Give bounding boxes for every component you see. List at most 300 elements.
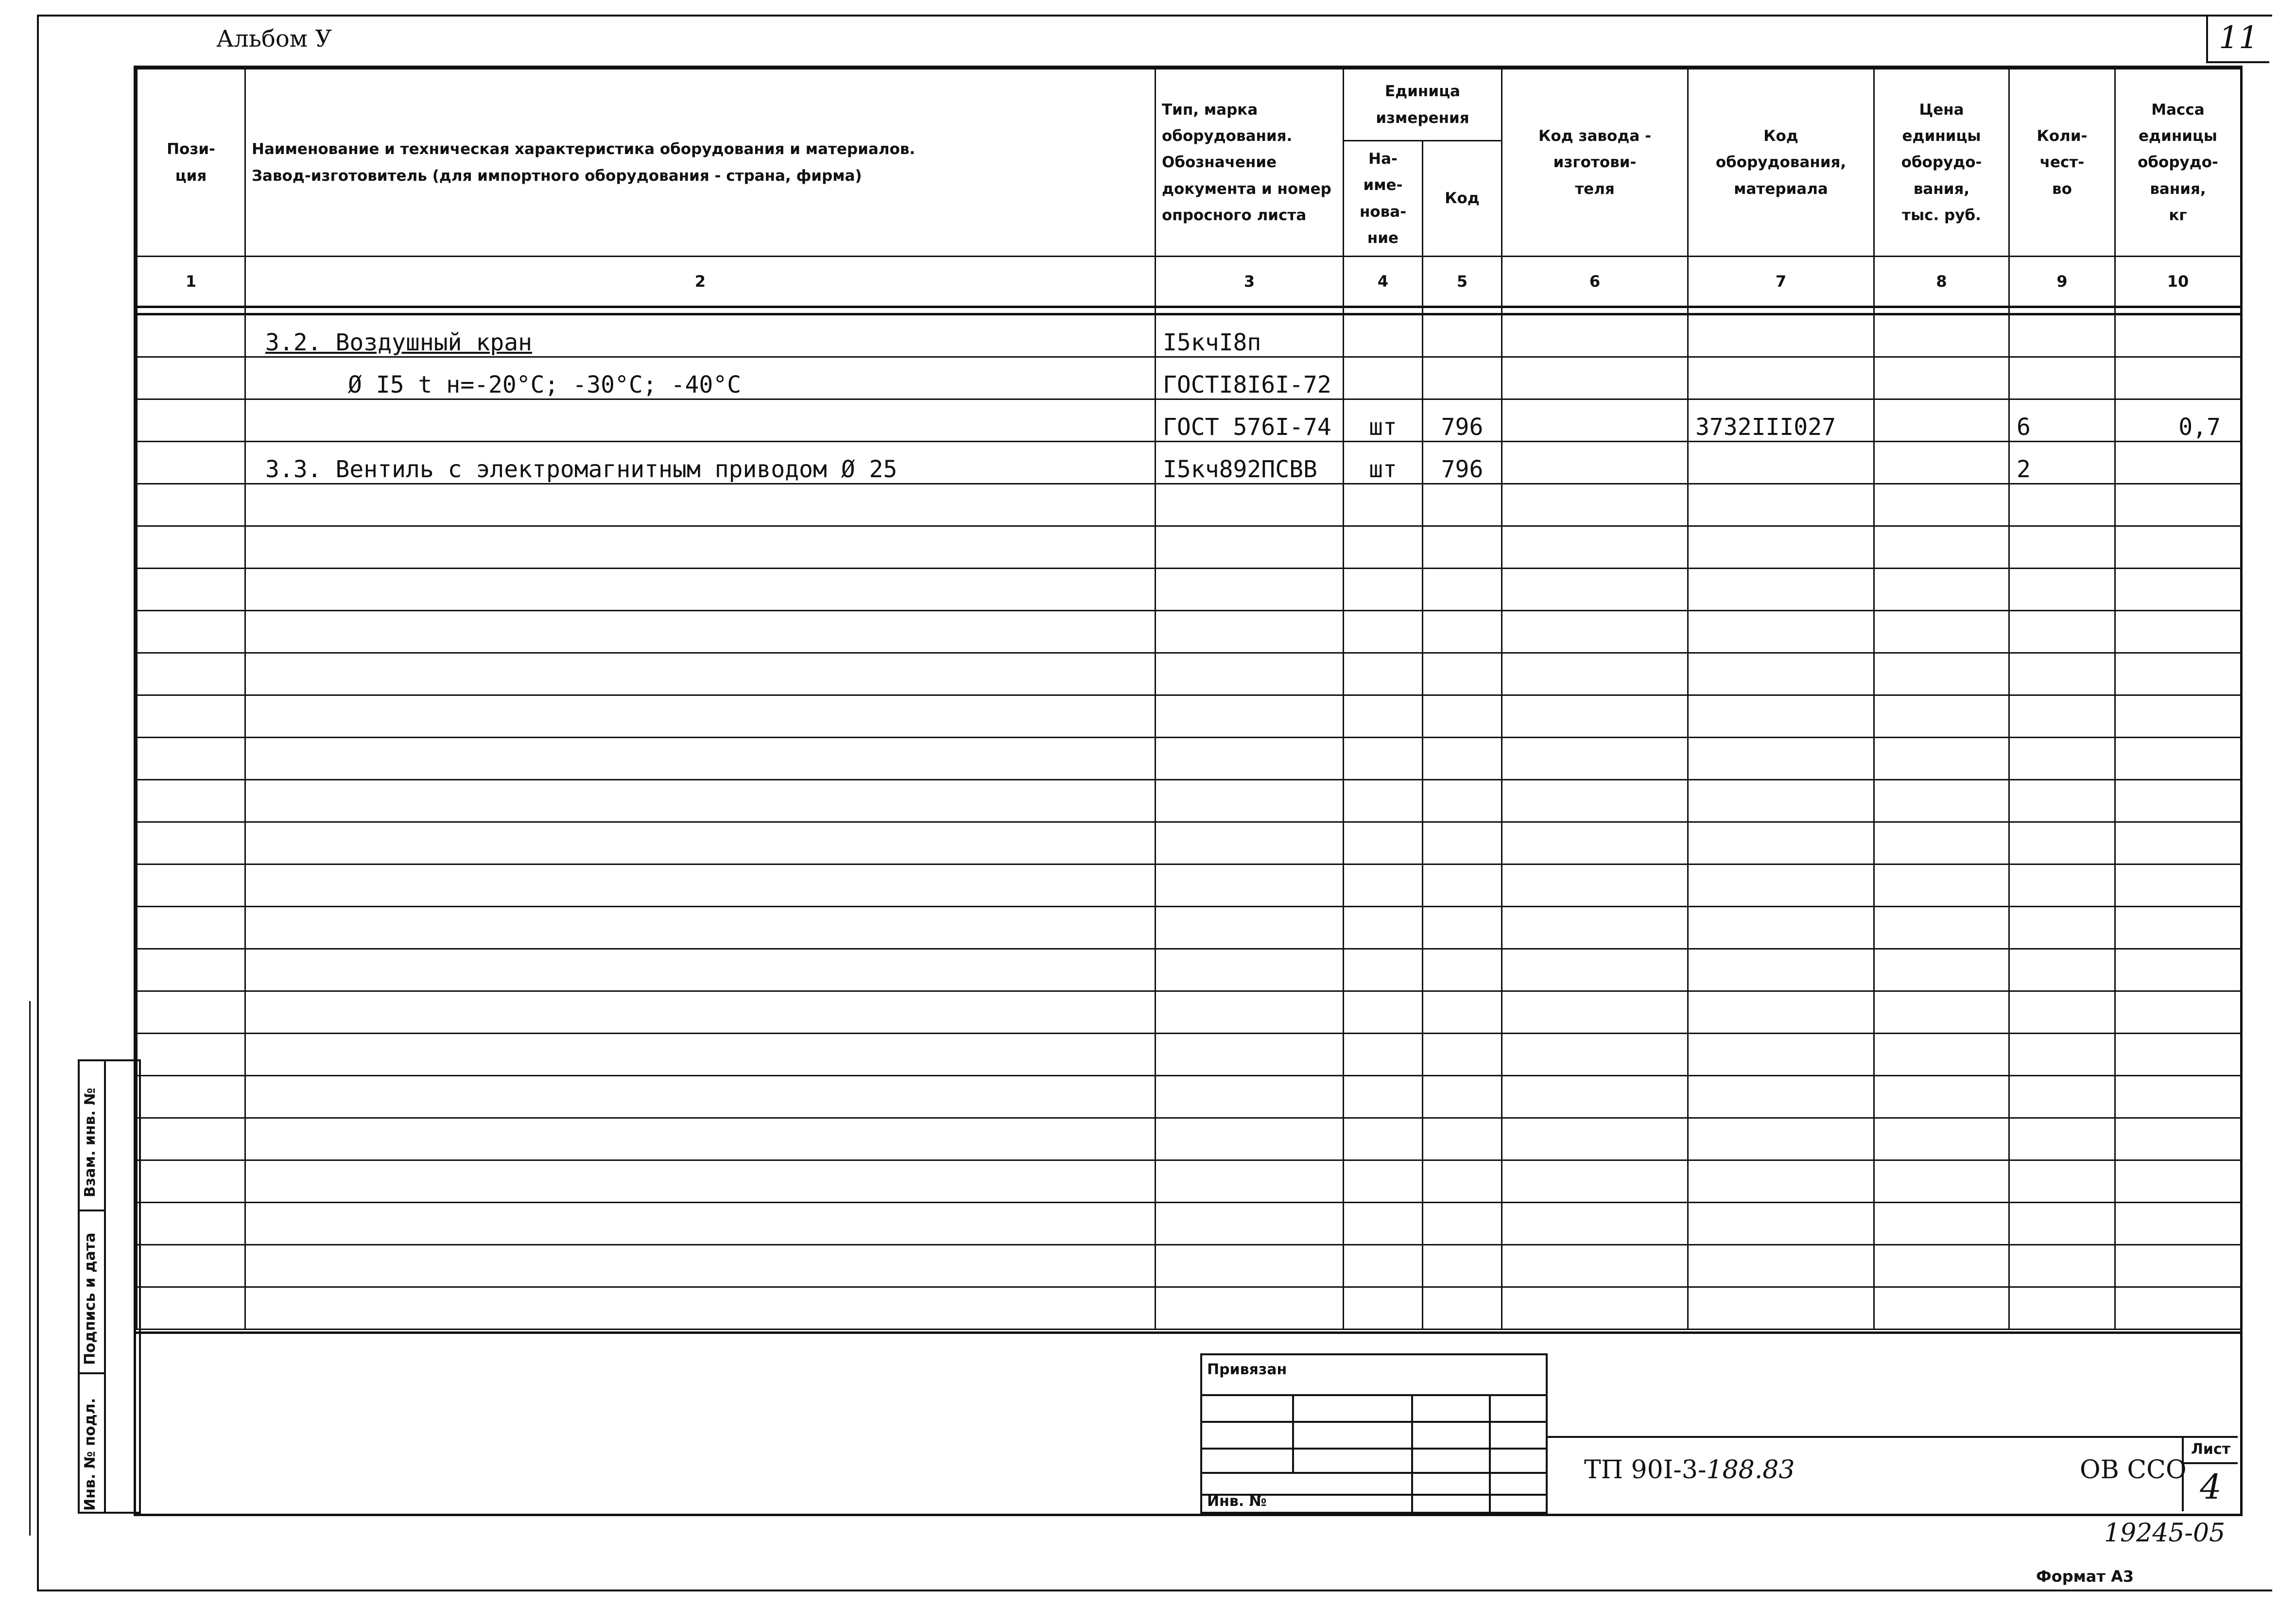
empty-cell xyxy=(2115,611,2241,653)
empty-cell xyxy=(1156,1034,1344,1076)
empty-cell xyxy=(245,569,1156,611)
empty-cell xyxy=(137,569,245,611)
sheet-label: Лист xyxy=(2191,1441,2231,1458)
empty-cell xyxy=(1502,569,1688,611)
empty-cell xyxy=(1502,1160,1688,1203)
empty-cell xyxy=(245,1203,1156,1245)
empty-cell xyxy=(137,1203,245,1245)
empty-cell xyxy=(1156,864,1344,907)
header-name: Наименование и техническая характеристика оборудования и материалов. Завод-изготовитель (для импортного оборудования - страна, фирма) xyxy=(245,69,1156,257)
cell-qty: 2 xyxy=(2009,442,2115,484)
column-number: 9 xyxy=(2009,257,2115,307)
cell-mass xyxy=(2115,442,2241,484)
empty-cell xyxy=(1874,1287,2009,1330)
empty-cell xyxy=(137,1287,245,1330)
empty-cell xyxy=(137,949,245,991)
header-price: Цена единицы оборудо- вания, тыс. руб. xyxy=(1874,69,2009,257)
empty-cell xyxy=(137,653,245,695)
empty-cell xyxy=(2009,1287,2115,1330)
empty-cell xyxy=(245,738,1156,780)
empty-cell xyxy=(2009,780,2115,822)
empty-cell xyxy=(1423,1245,1502,1287)
empty-cell xyxy=(1423,1203,1502,1245)
table-row-empty xyxy=(137,907,2241,949)
empty-cell xyxy=(1502,738,1688,780)
sheet-corner-number: 11 xyxy=(2206,15,2269,63)
empty-cell xyxy=(1423,1118,1502,1160)
empty-cell xyxy=(2115,569,2241,611)
cell-maker xyxy=(1502,399,1688,442)
table-row-empty xyxy=(137,1160,2241,1203)
empty-cell xyxy=(1874,484,2009,526)
empty-cell xyxy=(1688,1118,1874,1160)
album-label: Альбом У xyxy=(216,25,332,52)
side-stamp-cell xyxy=(80,1372,104,1514)
empty-cell xyxy=(1874,991,2009,1034)
empty-cell xyxy=(1156,1160,1344,1203)
table-row xyxy=(137,399,2241,442)
cell-maker xyxy=(1502,314,1688,357)
empty-cell xyxy=(2009,526,2115,569)
empty-cell xyxy=(1688,864,1874,907)
cell-maker xyxy=(1502,442,1688,484)
empty-cell xyxy=(1344,1118,1423,1160)
column-number: 3 xyxy=(1156,257,1344,307)
empty-cell xyxy=(1502,1287,1688,1330)
empty-cell xyxy=(1344,991,1423,1034)
cell-code: 796 xyxy=(1423,442,1502,484)
empty-cell xyxy=(1344,1245,1423,1287)
table-row-empty xyxy=(137,484,2241,526)
empty-cell xyxy=(1423,695,1502,738)
empty-cell xyxy=(2009,949,2115,991)
empty-cell xyxy=(1344,822,1423,864)
empty-cell xyxy=(245,526,1156,569)
empty-cell xyxy=(1688,526,1874,569)
table-row-empty xyxy=(137,1034,2241,1076)
empty-cell xyxy=(1344,1160,1423,1203)
empty-cell xyxy=(1423,1287,1502,1330)
empty-cell xyxy=(137,738,245,780)
empty-cell xyxy=(1156,526,1344,569)
header-maker-code: Код завода - изготови- теля xyxy=(1502,69,1688,257)
empty-cell xyxy=(2009,738,2115,780)
cell-type: I5кчI8п xyxy=(1156,314,1344,357)
cell-equip xyxy=(1688,314,1874,357)
empty-cell xyxy=(1344,738,1423,780)
empty-cell xyxy=(1423,1034,1502,1076)
empty-cell xyxy=(1156,484,1344,526)
empty-cell xyxy=(137,907,245,949)
column-number: 7 xyxy=(1688,257,1874,307)
empty-cell xyxy=(2009,569,2115,611)
cell-unit: шт xyxy=(1344,442,1423,484)
empty-cell xyxy=(1502,949,1688,991)
table-row-empty xyxy=(137,1287,2241,1330)
empty-cell xyxy=(2009,1118,2115,1160)
cell-name xyxy=(245,399,1156,442)
empty-cell xyxy=(245,1287,1156,1330)
empty-cell xyxy=(1156,991,1344,1034)
empty-cell xyxy=(2115,907,2241,949)
empty-cell xyxy=(1502,1203,1688,1245)
empty-cell xyxy=(1874,1203,2009,1245)
table-row-empty xyxy=(137,991,2241,1034)
empty-cell xyxy=(1502,1076,1688,1118)
cell-equip xyxy=(1688,442,1874,484)
empty-cell xyxy=(2009,907,2115,949)
empty-cell xyxy=(1688,1287,1874,1330)
column-number: 4 xyxy=(1344,257,1423,307)
stamp-line xyxy=(1202,1394,1546,1396)
document-mark: ОВ ССО xyxy=(2080,1455,2187,1485)
empty-cell xyxy=(1423,484,1502,526)
empty-cell xyxy=(1156,653,1344,695)
empty-cell xyxy=(2115,695,2241,738)
cell-price xyxy=(1874,314,2009,357)
cell-name: 3.2. Воздушный кран xyxy=(245,314,1156,357)
empty-cell xyxy=(1156,1245,1344,1287)
empty-cell xyxy=(245,822,1156,864)
empty-cell xyxy=(2115,991,2241,1034)
empty-cell xyxy=(245,780,1156,822)
empty-cell xyxy=(245,907,1156,949)
title-block xyxy=(136,1331,2243,1514)
empty-cell xyxy=(245,1245,1156,1287)
empty-cell xyxy=(2115,780,2241,822)
stamp-line xyxy=(1202,1472,1546,1474)
empty-cell xyxy=(245,864,1156,907)
empty-cell xyxy=(1502,991,1688,1034)
empty-cell xyxy=(1688,991,1874,1034)
empty-cell xyxy=(2009,695,2115,738)
empty-cell xyxy=(1344,1034,1423,1076)
column-number: 8 xyxy=(1874,257,2009,307)
empty-cell xyxy=(245,1118,1156,1160)
empty-cell xyxy=(1874,611,2009,653)
empty-cell xyxy=(1423,949,1502,991)
header-equip-code: Код оборудования, материала xyxy=(1688,69,1874,257)
empty-cell xyxy=(1688,569,1874,611)
empty-cell xyxy=(2009,611,2115,653)
empty-cell xyxy=(1423,653,1502,695)
empty-cell xyxy=(2115,822,2241,864)
document-code-typed: ТП 90I-3- xyxy=(1584,1455,1707,1485)
empty-cell xyxy=(2009,1203,2115,1245)
empty-cell xyxy=(2115,1245,2241,1287)
empty-cell xyxy=(137,484,245,526)
cell-qty xyxy=(2009,314,2115,357)
header-type: Тип, марка оборудования. Обозначение документа и номер опросного листа xyxy=(1156,69,1344,257)
empty-cell xyxy=(2009,822,2115,864)
cell-name: 3.3. Вентиль с электромагнитным приводом Ø 25 xyxy=(245,442,1156,484)
table-row xyxy=(137,357,2241,399)
empty-cell xyxy=(1502,780,1688,822)
column-number: 10 xyxy=(2115,257,2241,307)
empty-cell xyxy=(1423,991,1502,1034)
empty-cell xyxy=(1502,907,1688,949)
empty-cell xyxy=(137,1034,245,1076)
cell-unit xyxy=(1344,314,1423,357)
table-row-empty xyxy=(137,695,2241,738)
empty-cell xyxy=(137,1118,245,1160)
empty-cell xyxy=(245,484,1156,526)
empty-cell xyxy=(1344,484,1423,526)
side-field-signature: Подпись и дата xyxy=(82,1232,99,1365)
empty-cell xyxy=(1874,569,2009,611)
empty-cell xyxy=(1423,526,1502,569)
empty-cell xyxy=(2115,1287,2241,1330)
empty-cell xyxy=(1502,611,1688,653)
sheet-number: 4 xyxy=(2200,1467,2222,1507)
side-stamp xyxy=(78,1059,141,1514)
empty-cell xyxy=(1688,1160,1874,1203)
empty-cell xyxy=(1344,569,1423,611)
empty-cell xyxy=(1874,907,2009,949)
empty-cell xyxy=(1344,526,1423,569)
table-row-empty xyxy=(137,1203,2241,1245)
table-row-empty xyxy=(137,780,2241,822)
side-stamp-cell xyxy=(80,1210,104,1374)
side-stamp-cell xyxy=(80,1061,104,1211)
cell-position xyxy=(137,314,245,357)
empty-cell xyxy=(2115,1203,2241,1245)
empty-cell xyxy=(1688,1203,1874,1245)
table-row-empty xyxy=(137,1076,2241,1118)
empty-cell xyxy=(1344,1076,1423,1118)
empty-cell xyxy=(137,822,245,864)
cell-maker xyxy=(1502,357,1688,399)
empty-cell xyxy=(2115,949,2241,991)
cell-mass xyxy=(2115,314,2241,357)
cell-position xyxy=(137,399,245,442)
stamp-line xyxy=(1489,1394,1491,1516)
empty-cell xyxy=(1344,864,1423,907)
empty-cell xyxy=(137,1160,245,1203)
empty-cell xyxy=(1423,822,1502,864)
header-quantity: Коли- чест- во xyxy=(2009,69,2115,257)
empty-cell xyxy=(2009,1160,2115,1203)
empty-cell xyxy=(1344,1287,1423,1330)
empty-cell xyxy=(1874,526,2009,569)
side-stamp-divider xyxy=(104,1061,106,1512)
table-row-empty xyxy=(137,738,2241,780)
empty-cell xyxy=(2009,1245,2115,1287)
cell-name: Ø I5 t н=-20°С; -30°С; -40°С xyxy=(245,357,1156,399)
table-row-empty xyxy=(137,611,2241,653)
specification-table xyxy=(136,68,2242,1330)
stamp-line xyxy=(1202,1421,1546,1423)
cell-code xyxy=(1423,357,1502,399)
title-line xyxy=(1548,1436,2182,1438)
stamp-line xyxy=(1202,1448,1546,1450)
column-number: 1 xyxy=(137,257,245,307)
table-row-empty xyxy=(137,1118,2241,1160)
empty-cell xyxy=(1502,864,1688,907)
document-code xyxy=(1584,1455,1795,1485)
cell-equip: 3732III027 xyxy=(1688,399,1874,442)
table-row-empty xyxy=(137,864,2241,907)
empty-cell xyxy=(1874,1160,2009,1203)
empty-cell xyxy=(245,1076,1156,1118)
empty-cell xyxy=(1423,780,1502,822)
column-number: 2 xyxy=(245,257,1156,307)
empty-cell xyxy=(1423,1076,1502,1118)
table-row-empty xyxy=(137,526,2241,569)
side-field-original-inventory: Инв. № подл. xyxy=(82,1398,99,1511)
empty-cell xyxy=(1502,653,1688,695)
cell-mass: 0,7 xyxy=(2115,399,2241,442)
empty-cell xyxy=(245,949,1156,991)
empty-cell xyxy=(1688,738,1874,780)
empty-cell xyxy=(1688,484,1874,526)
empty-cell xyxy=(1423,864,1502,907)
table-row-empty xyxy=(137,822,2241,864)
empty-cell xyxy=(137,695,245,738)
empty-cell xyxy=(1502,1034,1688,1076)
cell-qty xyxy=(2009,357,2115,399)
empty-cell xyxy=(1874,1034,2009,1076)
empty-cell xyxy=(1688,949,1874,991)
cell-type: ГОСТI8I6I-72 xyxy=(1156,357,1344,399)
empty-cell xyxy=(1688,695,1874,738)
empty-cell xyxy=(1688,653,1874,695)
empty-cell xyxy=(1874,695,2009,738)
empty-cell xyxy=(1156,695,1344,738)
table-row-empty xyxy=(137,1245,2241,1287)
empty-cell xyxy=(2115,484,2241,526)
empty-cell xyxy=(1688,1076,1874,1118)
empty-cell xyxy=(1344,653,1423,695)
empty-cell xyxy=(1874,1076,2009,1118)
empty-cell xyxy=(245,611,1156,653)
table-row-empty xyxy=(137,569,2241,611)
empty-cell xyxy=(137,1076,245,1118)
empty-cell xyxy=(1156,1203,1344,1245)
empty-cell xyxy=(1344,695,1423,738)
empty-cell xyxy=(1874,653,2009,695)
empty-cell xyxy=(2009,1076,2115,1118)
empty-cell xyxy=(1688,611,1874,653)
empty-cell xyxy=(2009,484,2115,526)
attached-stamp xyxy=(1200,1353,1548,1514)
cell-price xyxy=(1874,442,2009,484)
empty-cell xyxy=(137,1245,245,1287)
column-number: 5 xyxy=(1423,257,1502,307)
empty-cell xyxy=(2115,1160,2241,1203)
empty-cell xyxy=(1688,1034,1874,1076)
cell-qty: 6 xyxy=(2009,399,2115,442)
table-row-empty xyxy=(137,653,2241,695)
column-number: 6 xyxy=(1502,257,1688,307)
empty-cell xyxy=(2115,1076,2241,1118)
cell-type: I5кч892ПСВВ xyxy=(1156,442,1344,484)
cell-position xyxy=(137,357,245,399)
empty-cell xyxy=(1688,780,1874,822)
empty-cell xyxy=(1156,569,1344,611)
empty-cell xyxy=(2115,1034,2241,1076)
empty-cell xyxy=(2009,653,2115,695)
empty-cell xyxy=(1874,949,2009,991)
inventory-label: Инв. № xyxy=(1207,1493,1267,1510)
empty-cell xyxy=(2115,738,2241,780)
empty-cell xyxy=(2115,1118,2241,1160)
cell-equip xyxy=(1688,357,1874,399)
empty-cell xyxy=(1688,822,1874,864)
document-code-handwritten: 188.83 xyxy=(1706,1455,1795,1485)
empty-cell xyxy=(1423,738,1502,780)
empty-cell xyxy=(1156,822,1344,864)
empty-cell xyxy=(245,695,1156,738)
empty-cell xyxy=(1423,907,1502,949)
empty-cell xyxy=(2115,653,2241,695)
empty-cell xyxy=(2115,864,2241,907)
sheet-box xyxy=(2182,1436,2238,1511)
empty-cell xyxy=(1156,611,1344,653)
empty-cell xyxy=(1502,822,1688,864)
attached-label: Привязан xyxy=(1207,1361,1287,1378)
empty-cell xyxy=(1344,907,1423,949)
cell-position xyxy=(137,442,245,484)
empty-cell xyxy=(1874,1118,2009,1160)
cell-unit: шт xyxy=(1344,399,1423,442)
empty-cell xyxy=(1156,1287,1344,1330)
empty-cell xyxy=(245,653,1156,695)
empty-cell xyxy=(1156,949,1344,991)
empty-cell xyxy=(1423,1160,1502,1203)
empty-cell xyxy=(1688,1245,1874,1287)
cell-code: 796 xyxy=(1423,399,1502,442)
cell-price xyxy=(1874,357,2009,399)
cell-unit xyxy=(1344,357,1423,399)
empty-cell xyxy=(1344,611,1423,653)
empty-cell xyxy=(245,1034,1156,1076)
empty-cell xyxy=(1502,1245,1688,1287)
empty-cell xyxy=(1874,780,2009,822)
empty-cell xyxy=(1502,526,1688,569)
empty-cell xyxy=(1344,780,1423,822)
empty-cell xyxy=(1874,822,2009,864)
table-row xyxy=(137,314,2241,357)
empty-cell xyxy=(1156,738,1344,780)
empty-cell xyxy=(137,526,245,569)
stamp-line xyxy=(1292,1394,1294,1472)
empty-cell xyxy=(2009,991,2115,1034)
empty-cell xyxy=(2115,526,2241,569)
empty-cell xyxy=(1156,780,1344,822)
empty-cell xyxy=(1423,611,1502,653)
empty-cell xyxy=(1874,738,2009,780)
cell-type: ГОСТ 576I-74 xyxy=(1156,399,1344,442)
header-position: Пози- ция xyxy=(137,69,245,257)
empty-cell xyxy=(2009,864,2115,907)
table-row-empty xyxy=(137,949,2241,991)
empty-cell xyxy=(137,611,245,653)
empty-cell xyxy=(1344,1203,1423,1245)
format-label: Формат А3 xyxy=(2036,1567,2134,1586)
header-unit-name: На- име- нова- ние xyxy=(1344,141,1423,257)
table-row xyxy=(137,442,2241,484)
header-unit-code: Код xyxy=(1423,141,1502,257)
empty-cell xyxy=(1156,1076,1344,1118)
sheet-box-line xyxy=(2184,1462,2238,1464)
header-unit-group: Единица измерения xyxy=(1344,69,1502,141)
empty-cell xyxy=(1156,1118,1344,1160)
cell-mass xyxy=(2115,357,2241,399)
archive-number: 19245-05 xyxy=(2104,1519,2226,1548)
side-field-replacement: Взам. инв. № xyxy=(82,1088,99,1197)
empty-cell xyxy=(1874,864,2009,907)
